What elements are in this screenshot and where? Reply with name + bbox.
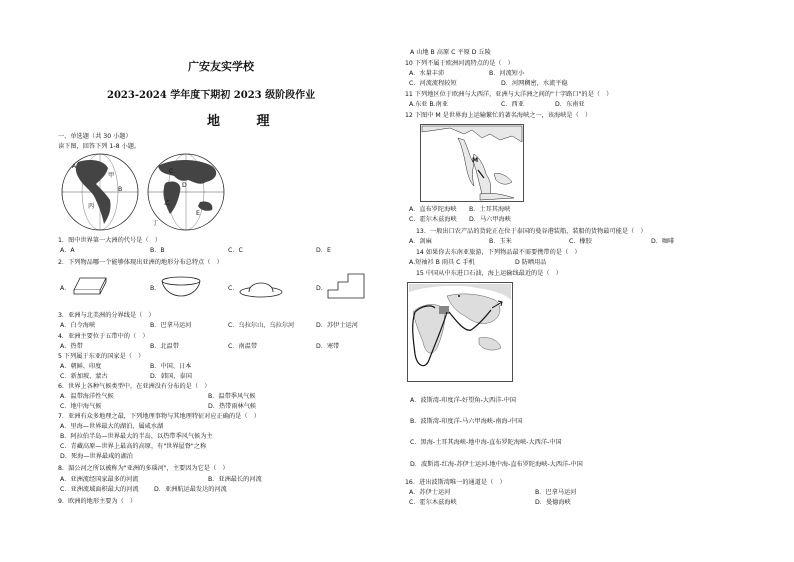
q11-option-c[interactable]: C．西亚 <box>501 101 524 108</box>
q13-option-a[interactable]: A．剑麻 <box>409 238 432 245</box>
q9-options[interactable]: A 山地 B 高原 C 平原 D 丘陵 <box>410 49 491 56</box>
q16-stem: 16．进出波斯湾唯一的通道是（ ） <box>405 479 506 486</box>
q5-option-c[interactable]: C．新加坡、蒙古 <box>60 373 108 380</box>
globe-label-jia: 甲 <box>108 172 115 179</box>
q6-option-a[interactable]: A．温带海洋性气候 <box>60 393 114 400</box>
q13-option-c[interactable]: C．橡胶 <box>569 238 592 245</box>
globe-label-xi: 丙 <box>88 203 95 210</box>
q15-option-a[interactable]: A．波斯湾-印度洋-好望角-大西洋-中国 <box>410 397 516 404</box>
q7-option-b[interactable]: B．阿拉伯半岛—世界最大的半岛，以热带季风气候为主 <box>60 433 213 440</box>
bowl-icon <box>160 276 202 298</box>
q3-option-c[interactable]: C．乌拉尔山、乌拉尔河 <box>228 322 295 329</box>
globe-label-a: A <box>72 163 77 170</box>
q2-option-d[interactable]: D． <box>316 285 327 292</box>
q15-stem: 15 中国从中东进口石油，海上运输线最近的是（ ） <box>416 270 562 277</box>
q10-option-d[interactable]: D．河网稠密，水流平稳 <box>501 80 568 87</box>
q7-option-d[interactable]: D．死海—世界最咸的湖泊 <box>60 453 133 460</box>
q2-option-a[interactable]: A． <box>60 285 71 292</box>
q1-option-c[interactable]: C．C <box>228 247 243 254</box>
globe-label-e: E <box>196 210 200 217</box>
q6-option-d[interactable]: D．热带雨林气候 <box>208 403 257 410</box>
q13-option-d[interactable]: D．咖啡 <box>651 238 675 245</box>
q10-stem: 10 下列不属于欧洲河流特点的是（ ） <box>405 60 514 67</box>
q9-stem: 9．欧洲的地形主要为（ ） <box>58 498 137 505</box>
q3-option-b[interactable]: B．巴拿马运河 <box>150 322 192 329</box>
q12-option-d[interactable]: D．马六甲海峡 <box>469 216 511 223</box>
hat-icon <box>238 274 284 300</box>
q11-stem: 11 下列地区位于欧洲与大西洋，亚洲与大洋洲之间的"十字路口"的是（ ） <box>405 91 613 98</box>
section-heading: 一、单选题（共 30 小题） <box>58 133 132 140</box>
strait-map-label-m: M <box>472 157 479 164</box>
q12-stem: 12 下图中 M 是世界海上运输繁忙的著名海峡之一，该海峡是（ ） <box>405 112 592 119</box>
q11-option-d[interactable]: D．东南亚 <box>555 101 585 108</box>
q15-option-c[interactable]: C．黑海-土耳其海峡-地中海-直布罗陀海峡-大西洋-中国 <box>410 439 562 446</box>
subject-title: 地 理 <box>207 114 286 129</box>
route-arrow-icon <box>492 300 504 310</box>
globe-label-c: C <box>169 168 174 175</box>
q10-option-c[interactable]: C．河流流程较短 <box>409 80 457 87</box>
q1-stem: 1．图中世界第一大洲的代号是（ ） <box>58 237 161 244</box>
q2-option-c[interactable]: C． <box>228 285 239 292</box>
q2-stem: 2．下列物品哪一个能够体现出亚洲的地形分布总特点（ ） <box>58 259 223 266</box>
q3-option-a[interactable]: A．白令海峡 <box>60 322 96 329</box>
q4-option-a[interactable]: A．热带 <box>60 343 83 350</box>
q1-option-b[interactable]: B．B <box>150 247 165 254</box>
q16-option-d[interactable]: D．曼德海峡 <box>535 499 571 506</box>
q8-option-d[interactable]: D．亚洲航运最发达的河流 <box>154 486 227 493</box>
q13-stem: 13．一般出口农产品的货轮正在位于泰国的曼谷港装船，装船的货物最可能是（ ） <box>416 228 647 235</box>
q2-option-b[interactable]: B． <box>150 285 161 292</box>
q16-option-b[interactable]: B．巴拿马运河 <box>535 489 577 496</box>
q5-option-b[interactable]: B．中国、日本 <box>150 363 192 370</box>
q4-option-c[interactable]: C．南温带 <box>228 343 258 350</box>
intro-text: 读下图，回答下列 1-8 小题。 <box>58 143 141 150</box>
q15-option-b[interactable]: B．波斯湾-印度洋-马六甲海峡-南海-中国 <box>410 418 523 425</box>
q4-stem: 4．亚洲主要位于五带中的（ ） <box>58 333 149 340</box>
q6-option-c[interactable]: C．地中海气候 <box>60 403 102 410</box>
hemisphere-map <box>60 152 228 232</box>
globe-label-ding: 丁 <box>152 220 159 227</box>
q16-option-c[interactable]: C．霍尔木兹海峡 <box>409 499 457 506</box>
q5-stem: 5 下列属于东亚的国家是（ ） <box>58 353 145 360</box>
q10-option-a[interactable]: A．水量丰沛 <box>409 70 445 77</box>
q16-option-a[interactable]: A．苏伊士运河 <box>409 489 451 496</box>
q8-stem: 8．湄公河之所以被称为"亚洲的多瑙河"，主要因为它是（ ） <box>58 465 229 472</box>
q12-option-c[interactable]: C．霍尔木兹海峡 <box>409 216 457 223</box>
globe-label-d: D <box>182 182 187 189</box>
q1-option-d[interactable]: D．E <box>316 247 331 254</box>
q5-option-a[interactable]: A．朝鲜、印度 <box>60 363 102 370</box>
q12-option-a[interactable]: A．直布罗陀海峡 <box>409 206 457 213</box>
q14-stem: 14 如果你去东南亚旅游，下列物品最不需要携带的是（ ） <box>416 249 581 256</box>
q10-option-b[interactable]: B．河流短小 <box>489 70 525 77</box>
q14-option-abc[interactable]: A.短袖衫 B 雨具 C 手机 <box>409 259 475 266</box>
q7-stem: 7．亚洲有众多地理之最，下列地理事物与其地理特征对应正确的是（ ） <box>58 413 260 420</box>
q4-option-b[interactable]: B．北温带 <box>150 343 179 350</box>
q4-option-d[interactable]: D．寒带 <box>316 343 340 350</box>
q7-option-a[interactable]: A．里海—世界最大的湖泊，属咸水湖 <box>60 423 164 430</box>
school-title: 广安友实学校 <box>188 60 254 73</box>
flat-board-icon <box>70 274 110 300</box>
q15-option-d[interactable]: D．波斯湾-红海-苏伊士运河-地中海-直布罗陀海峡-大西洋-中国 <box>410 461 583 468</box>
q5-option-d[interactable]: D．韩国、泰国 <box>150 373 192 380</box>
globe-label-yi: 乙 <box>164 200 171 207</box>
q11-option-ab[interactable]: A.东亚 B.南亚 <box>409 101 449 108</box>
q8-option-b[interactable]: B．亚洲最长的河流 <box>208 476 262 483</box>
q8-option-c[interactable]: C．亚洲流域面积最大的河流 <box>60 486 139 493</box>
globe-label-b: B <box>118 186 123 193</box>
q3-stem: 3．亚洲与北美洲的分界线是（ ） <box>58 312 155 319</box>
q8-option-a[interactable]: A．亚洲流经国家最多的河流 <box>60 476 139 483</box>
q12-option-b[interactable]: B．土耳其海峡 <box>469 206 511 213</box>
q1-option-a[interactable]: A．A <box>60 247 75 254</box>
staircase-icon <box>326 272 366 300</box>
q13-option-b[interactable]: B．玉米 <box>489 238 512 245</box>
q3-option-d[interactable]: D．苏伊士运河 <box>316 322 358 329</box>
q14-option-d[interactable]: D 防晒用品 <box>515 259 547 266</box>
q7-option-c[interactable]: C．青藏高原—世界上最高的高原，有"世界屋脊"之称 <box>60 443 207 450</box>
q6-option-b[interactable]: B．温带季风气候 <box>208 393 256 400</box>
oil-route-map <box>407 282 513 382</box>
q6-stem: 6．世界上各种气候类型中，在亚洲没有分布的是（ ） <box>58 383 211 390</box>
term-title: 2023-2024 学年度下期初 2023 级阶段作业 <box>107 90 316 101</box>
